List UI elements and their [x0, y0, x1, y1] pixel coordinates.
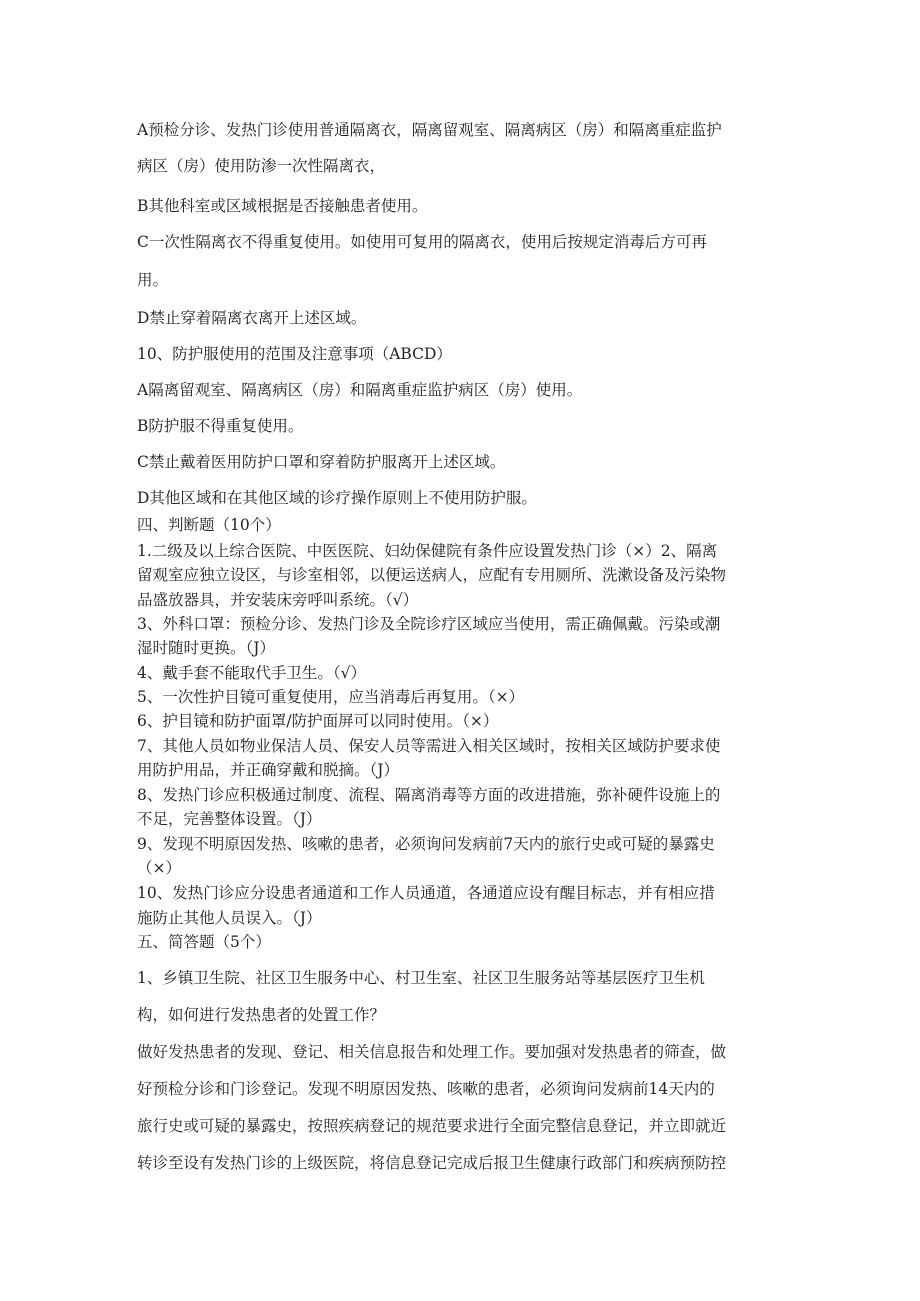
- text-line: 旅行史或可疑的暴露史，按照疾病登记的规范要求进行全面完整信息登记，并立即就近: [137, 1117, 727, 1135]
- text-line: 1、乡镇卫生院、社区卫生服务中心、村卫生室、社区卫生服务站等基层医疗卫生机: [137, 969, 705, 987]
- text-line: 好预检分诊和门诊登记。发现不明原因发热、咳嗽的患者，必须询问发病前14天内的: [137, 1080, 715, 1098]
- text-line: 用防护用品，并正确穿戴和脱摘。（J）: [137, 761, 399, 779]
- text-line: 4、戴手套不能取代手卫生。（√）: [137, 664, 366, 682]
- text-line: C一次性隔离衣不得重复使用。如使用可复用的隔离衣，使用后按规定消毒后方可再: [137, 233, 707, 251]
- text-line: 3、外科口罩：预检分诊、发热门诊及全院诊疗区域应当使用，需正确佩戴。污染或潮: [137, 615, 721, 633]
- text-line: （×）: [137, 859, 181, 877]
- text-line: 7、其他人员如物业保洁人员、保安人员等需进入相关区域时，按相关区域防护要求使: [137, 737, 721, 755]
- text-line: B防护服不得重复使用。: [137, 417, 304, 435]
- section-heading: 四、判断题（10个）: [137, 516, 281, 534]
- section-heading: 10、防护服使用的范围及注意事项（ABCD）: [137, 345, 452, 363]
- text-line: 病区（房）使用防渗一次性隔离衣，: [137, 157, 386, 175]
- text-line: A隔离留观室、隔离病区（房）和隔离重症监护病区（房）使用。: [137, 381, 583, 399]
- text-line: 不足，完善整体设置。（J）: [137, 810, 322, 828]
- text-line: 转诊至设有发热门诊的上级医院，将信息登记完成后报卫生健康行政部门和疾病预防控: [137, 1154, 727, 1172]
- text-line: 9、发现不明原因发热、咳嗽的患者，必须询问发病前7天内的旅行史或可疑的暴露史: [137, 835, 715, 853]
- text-line: 留观室应独立设区，与诊室相邻，以便运送病人，应配有专用厕所、洗漱设备及污染物: [137, 566, 727, 584]
- text-line: D禁止穿着隔离衣离开上述区域。: [137, 309, 367, 327]
- text-line: A预检分诊、发热门诊使用普通隔离衣，隔离留观室、隔离病区（房）和隔离重症监护: [137, 121, 722, 139]
- text-line: 施防止其他人员误入。（J）: [137, 909, 322, 927]
- text-line: 5、一次性护目镜可重复使用，应当消毒后再复用。（×）: [137, 688, 525, 706]
- text-line: 做好发热患者的发现、登记、相关信息报告和处理工作。要加强对发热患者的筛查，做: [137, 1043, 727, 1061]
- text-line: B其他科室或区域根据是否接触患者使用。: [137, 197, 428, 215]
- text-line: D其他区域和在其他区域的诊疗操作原则上不使用防护服。: [137, 489, 537, 507]
- text-line: C禁止戴着医用防护口罩和穿着防护服离开上述区域。: [137, 453, 506, 471]
- text-line: 6、护目镜和防护面罩/防护面屏可以同时使用。（×）: [137, 712, 499, 730]
- text-line: 1.二级及以上综合医院、中医医院、妇幼保健院有条件应设置发热门诊（×）2、隔离: [137, 542, 718, 560]
- text-line: 品盛放器具，并安装床旁呼叫系统。（√）: [137, 591, 419, 609]
- text-line: 构，如何进行发热患者的处置工作？: [137, 1006, 386, 1024]
- text-line: 用。: [137, 271, 169, 289]
- text-line: 湿时随时更换。（J）: [137, 639, 275, 657]
- text-line: 10、发热门诊应分设患者通道和工作人员通道，各通道应设有醒目标志，并有相应措: [137, 884, 715, 902]
- section-heading: 五、简答题（5个）: [137, 933, 271, 951]
- text-line: 8、发热门诊应积极通过制度、流程、隔离消毒等方面的改进措施，弥补硬件设施上的: [137, 786, 721, 804]
